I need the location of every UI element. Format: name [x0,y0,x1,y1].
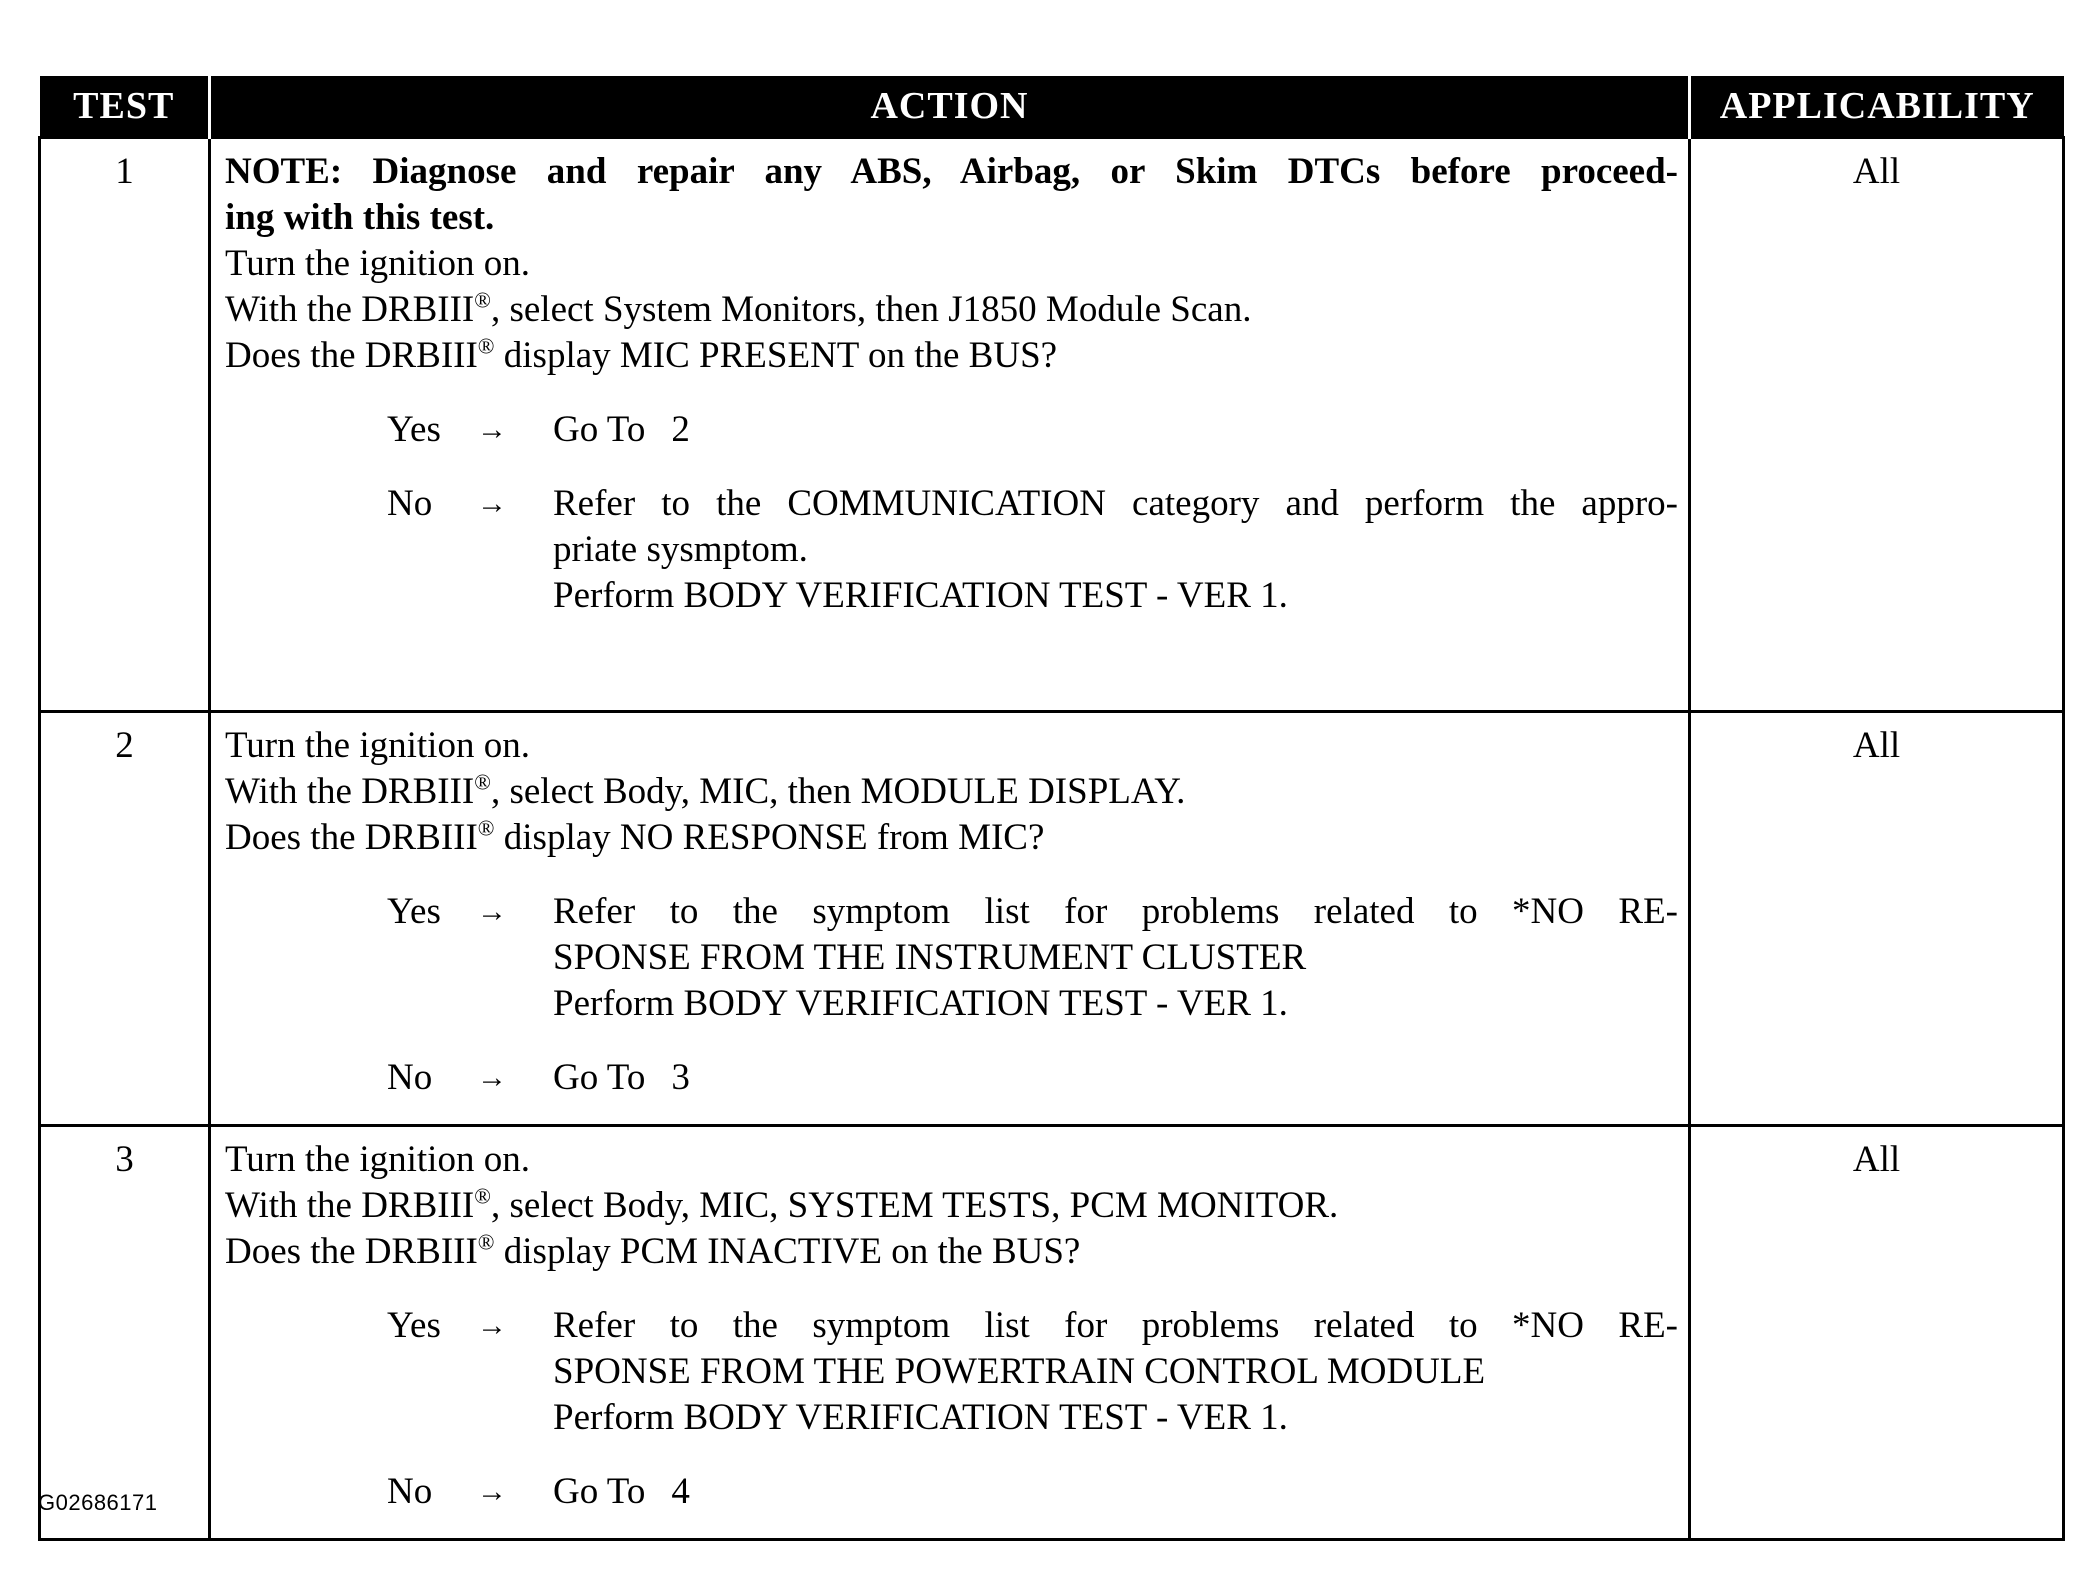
instruction-line: Turn the ignition on. [225,243,530,284]
table-row [40,138,2064,712]
instruction-line: With the DRBIII®, select Body, MIC, SYSTEM TESTS, PCM MONITOR. [225,1183,1339,1226]
yes-branch [225,1303,1678,1441]
yes-label: Yes [387,409,441,450]
registered-mark: ® [474,769,491,795]
no-branch [225,1055,1678,1101]
instruction-line: Turn the ignition on. [225,1139,530,1180]
header-action: ACTION [210,76,1690,138]
yes-result [553,407,1678,453]
yes-branch [225,889,1678,1027]
test-number: 2 [40,712,210,1126]
right-arrow-icon: → [477,413,507,446]
instruction-line: With the DRBIII®, select System Monitors, then J1850 Module Scan. [225,287,1252,330]
applicability-value: All [1690,138,2064,712]
right-arrow-icon: → [477,1475,507,1508]
instruction-line: Does the DRBIII® display MIC PRESENT on the BUS? [225,333,1058,376]
yes-result [553,1303,1678,1441]
result-line: Refer to the symptom list for problems related to *NO RE- [553,1305,1678,1346]
right-arrow-icon: → [477,487,507,520]
goto-text: Go To [553,1057,646,1098]
result-line: SPONSE FROM THE POWERTRAIN CONTROL MODULE [553,1351,1486,1392]
no-label: No [387,1471,433,1512]
yes-label: Yes [387,891,441,932]
applicability-value: All [1690,712,2064,1126]
instruction-line: With the DRBIII®, select Body, MIC, then MODULE DISPLAY. [225,769,1186,812]
registered-mark: ® [477,815,495,841]
yes-label: Yes [387,1305,441,1346]
no-result [553,481,1678,619]
goto-number: 3 [671,1057,690,1098]
registered-mark: ® [477,1229,495,1255]
right-arrow-icon: → [477,1309,507,1342]
no-branch [225,481,1678,619]
diagnostic-test-table [38,76,2065,1541]
no-label: No [387,1057,433,1098]
result-line: Refer to the symptom list for problems related to *NO RE- [553,891,1678,932]
result-line: priate sysmptom. [553,529,808,570]
result-line: Perform BODY VERIFICATION TEST - VER 1. [553,1397,1288,1438]
table-row [40,1126,2064,1540]
table-header-row [40,76,2064,138]
yes-branch [225,407,1678,453]
right-arrow-icon: → [477,1061,507,1094]
result-line: Perform BODY VERIFICATION TEST - VER 1. [553,983,1288,1024]
result-line: Refer to the COMMUNICATION category and perform the appro- [553,483,1678,524]
result-line: SPONSE FROM THE INSTRUMENT CLUSTER [553,937,1307,978]
goto-text: Go To [553,409,646,450]
no-branch [225,1469,1678,1515]
instruction-line: Does the DRBIII® display PCM INACTIVE on the BUS? [225,1229,1081,1272]
no-label: No [387,483,433,524]
no-result [553,1055,1678,1101]
action-cell [210,1126,1690,1540]
table-row [40,712,2064,1126]
right-arrow-icon: → [477,895,507,928]
header-applicability: APPLICABILITY [1690,76,2064,138]
instruction-line: Does the DRBIII® display NO RESPONSE from MIC? [225,815,1045,858]
action-cell [210,712,1690,1126]
figure-code: G02686171 [38,1490,158,1515]
header-test: TEST [40,76,210,138]
test-number: 3 [40,1126,210,1540]
action-cell [210,138,1690,712]
registered-mark: ® [477,333,495,359]
yes-result [553,889,1678,1027]
test-number: 1 [40,138,210,712]
note-text: NOTE: Diagnose and repair any ABS, Airbag, or Skim DTCs before proceed- [225,151,1678,192]
goto-number: 4 [671,1471,690,1512]
no-result [553,1469,1678,1515]
note-text: ing with this test. [225,197,495,238]
registered-mark: ® [474,287,491,313]
result-line: Perform BODY VERIFICATION TEST - VER 1. [553,575,1288,616]
instruction-line: Turn the ignition on. [225,725,530,766]
goto-number: 2 [671,409,690,450]
goto-text: Go To [553,1471,646,1512]
applicability-value: All [1690,1126,2064,1540]
registered-mark: ® [474,1183,491,1209]
